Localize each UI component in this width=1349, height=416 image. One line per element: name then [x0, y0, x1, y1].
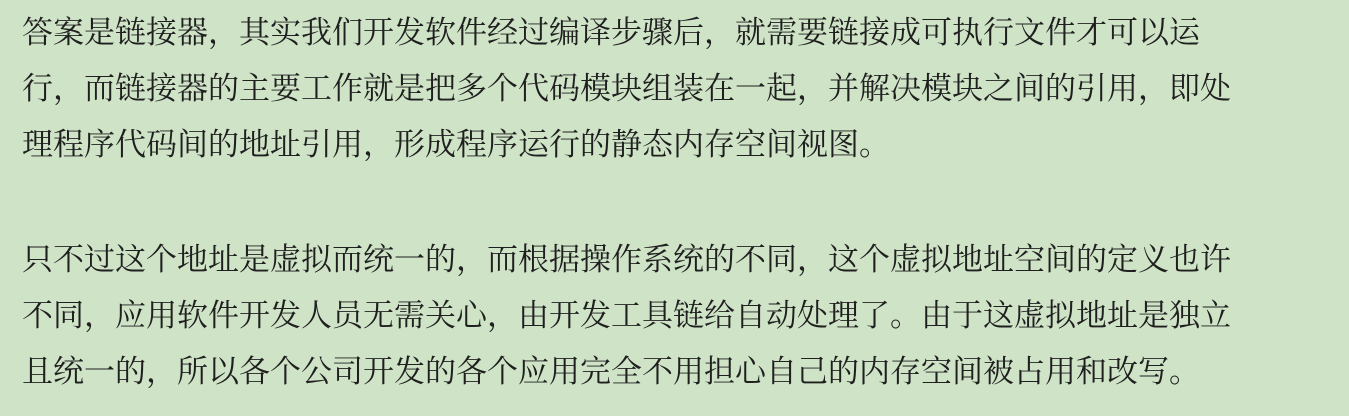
paragraph-linker	[22, 5, 1231, 173]
paragraph-line: 只不过这个地址是虚拟而统一的，而根据操作系统的不同，这个虚拟地址空间的定义也许	[22, 242, 1231, 278]
paragraph-line: 且统一的，所以各个公司开发的各个应用完全不用担心自己的内存空间被占用和改写。	[22, 354, 1200, 390]
paragraph-line: 理程序代码间的地址引用，形成程序运行的静态内存空间视图。	[22, 127, 890, 163]
paragraph-line: 答案是链接器，其实我们开发软件经过编译步骤后，就需要链接成可执行文件才可以运	[22, 15, 1200, 51]
paragraph-line: 行，而链接器的主要工作就是把多个代码模块组装在一起，并解决模块之间的引用，即处	[22, 71, 1231, 107]
paragraph-line: 不同，应用软件开发人员无需关心，由开发工具链给自动处理了。由于这虚拟地址是独立	[22, 298, 1231, 334]
paragraph-virtual-address	[22, 232, 1231, 400]
